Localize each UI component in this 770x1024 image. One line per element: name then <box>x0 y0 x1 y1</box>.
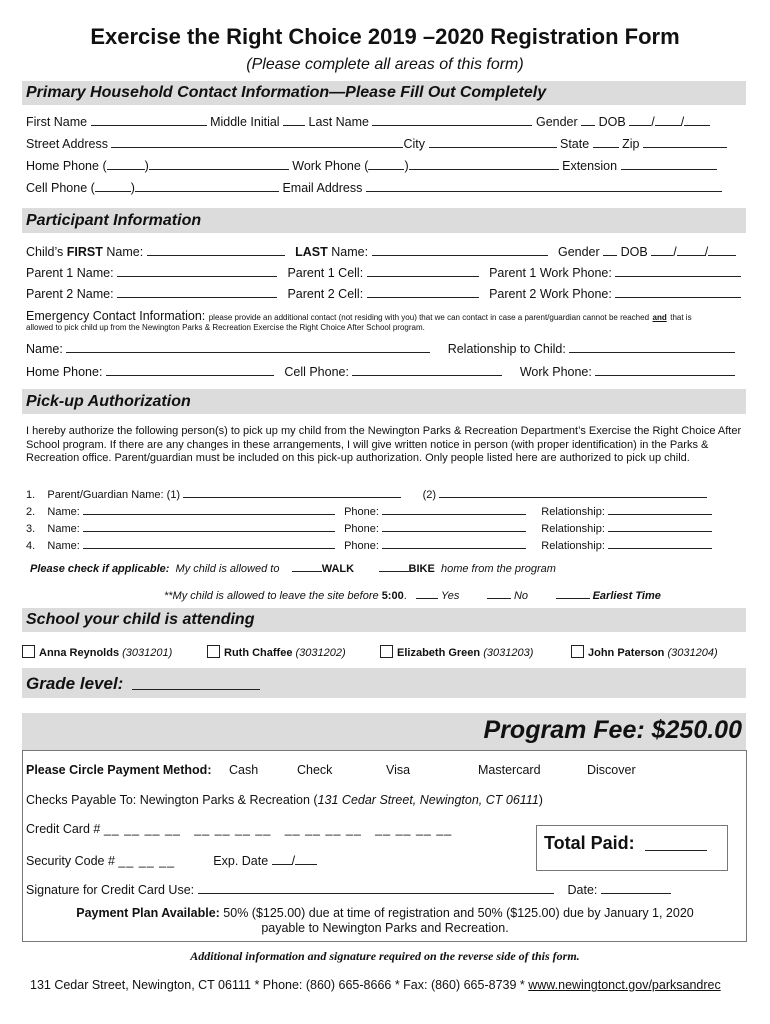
home-phone-label: Home Phone <box>26 159 99 173</box>
pickup-phone-label: Phone: <box>344 523 379 535</box>
no-label: No <box>513 590 529 602</box>
emergency-contact-intro <box>26 309 692 323</box>
signature-label: Signature for Credit Card Use: <box>26 883 195 897</box>
total-paid-field[interactable] <box>645 850 707 851</box>
school-code: (3031203) <box>483 647 534 659</box>
school-name: Anna Reynolds <box>39 647 120 659</box>
walk-bike-row <box>30 561 556 575</box>
cell-phone-area-field[interactable] <box>95 180 131 192</box>
parent2-cell-label: Parent 2 Cell: <box>287 287 364 301</box>
first-emphasis: FIRST <box>66 245 103 259</box>
pickup-row-2 <box>26 504 712 518</box>
emergency-row-1 <box>26 341 735 356</box>
child-dob-month-field[interactable] <box>651 244 673 256</box>
ec-home-phone-field[interactable] <box>106 364 274 376</box>
payment-check[interactable]: Check <box>297 763 333 777</box>
dob-month-field[interactable] <box>629 114 651 126</box>
payment-method-row <box>26 763 211 777</box>
pickup-name-field[interactable] <box>83 538 335 549</box>
parent2-work-label: Parent 2 Work Phone: <box>489 287 612 301</box>
household-row-4: Cell Phone ( ) Email Address <box>26 180 722 195</box>
zip-field[interactable] <box>643 136 727 148</box>
extension-label: Extension <box>562 159 618 173</box>
payment-discover[interactable]: Discover <box>587 763 636 777</box>
work-phone-area-field[interactable] <box>368 158 404 170</box>
security-row: Security Code # __ __ __ Exp. Date / <box>26 853 317 868</box>
emergency-note-end: that is <box>670 313 692 322</box>
fee-section-header <box>22 713 746 750</box>
payment-cash[interactable]: Cash <box>229 763 259 777</box>
school-option-elizabeth-green[interactable] <box>380 645 533 659</box>
work-phone-label: Work Phone <box>292 159 361 173</box>
pickup-phone-field[interactable] <box>382 504 526 515</box>
cell-phone-label: Cell Phone <box>26 181 88 195</box>
child-dob-label: DOB <box>620 245 648 259</box>
school-option-ruth-chaffee[interactable] <box>207 645 346 659</box>
emergency-and: and <box>652 313 667 322</box>
checkbox[interactable] <box>207 645 220 658</box>
work-phone-field[interactable] <box>409 158 559 170</box>
state-label: State <box>559 137 590 151</box>
parent1-work-label: Parent 1 Work Phone: <box>489 266 612 280</box>
credit-card-row <box>26 822 452 836</box>
dob-year-field[interactable] <box>684 114 710 126</box>
walk-label: WALK <box>321 563 355 575</box>
home-phone-field[interactable] <box>149 158 289 170</box>
date-label: Date: <box>567 883 598 897</box>
parent-guardian-label: Parent/Guardian Name: (1) <box>47 489 181 501</box>
ec-work-phone-label: Work Phone: <box>519 365 592 379</box>
checkbox[interactable] <box>380 645 393 658</box>
household-heading: Primary Household Contact Information—Please Fill Out Completely <box>26 84 547 101</box>
dob-label: DOB <box>598 115 626 129</box>
household-row-2 <box>26 136 727 151</box>
checks-payable-label: Checks Payable To: Newington Parks & Recreation <box>26 793 310 807</box>
child-last-name-field[interactable] <box>372 244 548 256</box>
pickup-name-label: Name: <box>47 523 80 535</box>
cell-phone-field[interactable] <box>135 180 279 192</box>
parent1-row <box>26 265 741 280</box>
earliest-time-label: Earliest Time <box>592 590 661 602</box>
payment-plan-line-1 <box>0 906 770 920</box>
payment-plan-label: Payment Plan Available: <box>76 906 220 920</box>
allowed-to-label: My child is allowed to <box>175 563 280 575</box>
city-field[interactable] <box>429 136 557 148</box>
ec-cell-phone-label: Cell Phone: <box>284 365 349 379</box>
pickup-name-field[interactable] <box>83 521 335 532</box>
school-section-header <box>22 608 746 632</box>
bike-field[interactable] <box>379 561 409 572</box>
payment-mastercard[interactable]: Mastercard <box>478 763 541 777</box>
child-first-name-field[interactable] <box>147 244 285 256</box>
email-label: Email Address <box>282 181 363 195</box>
last-name-label: Last Name <box>308 115 369 129</box>
childs-label: Child’s <box>26 245 64 259</box>
pickup-row-number: 1. <box>26 489 36 501</box>
pickup-relationship-field[interactable] <box>608 521 712 532</box>
state-field[interactable] <box>593 136 619 148</box>
parent-guardian-1-field[interactable] <box>183 487 401 498</box>
footer-contact-text: 131 Cedar Street, Newington, CT 06111 * Phone: (860) 665-8666 * Fax: (860) 665-8739 * <box>30 978 525 992</box>
school-name: Elizabeth Green <box>397 647 481 659</box>
ec-work-phone-field[interactable] <box>595 364 735 376</box>
yes-label: Yes <box>441 590 460 602</box>
school-code: (3031202) <box>295 647 346 659</box>
household-row-1: First Name Middle Initial Last Name Gender DOB / / <box>26 114 710 129</box>
school-name: John Paterson <box>588 647 665 659</box>
street-address-field[interactable] <box>111 136 403 148</box>
pickup-paragraph: I hereby authorize the following person(s) to pick up my child from the Newington Parks & Recreation Department’s Exercise the Right Choice After School program. If there are any changes in these arrangements, I will give written notice in person (with proper identification) in the Parks & Recreation office. Parent/guardian must be included on this pick-up authorization. Only people listed here are authorized to pick up child. <box>26 425 742 464</box>
walk-field[interactable] <box>292 561 322 572</box>
parent2-name-field[interactable] <box>117 286 277 298</box>
pickup-row-1 <box>26 487 707 501</box>
grade-field[interactable] <box>132 689 260 690</box>
participant-section-header <box>22 208 746 233</box>
child-dob-year-field[interactable] <box>708 244 736 256</box>
last-name-field[interactable] <box>372 114 532 126</box>
email-field[interactable] <box>366 180 722 192</box>
ec-relationship-label: Relationship to Child: <box>447 342 566 356</box>
parent1-work-field[interactable] <box>615 265 741 277</box>
pickup-name-label: Name: <box>47 506 80 518</box>
emergency-label: Emergency Contact Information: <box>26 309 206 323</box>
parent1-name-field[interactable] <box>117 265 277 277</box>
parent1-name-label: Parent 1 Name: <box>26 266 114 280</box>
pickup-section-header <box>22 389 746 414</box>
signature-field[interactable] <box>198 882 554 894</box>
grade-label: Grade level: <box>26 674 124 693</box>
parent-guardian-2-field[interactable] <box>439 487 707 498</box>
form-subtitle: (Please complete all areas of this form) <box>246 56 524 73</box>
check-applicable-label: Please check if applicable: <box>30 563 170 575</box>
ec-name-label: Name: <box>26 342 63 356</box>
ec-relationship-field[interactable] <box>569 341 735 353</box>
footer-contact <box>30 978 721 992</box>
participant-row-1: Child’s FIRST Name: LAST Name: Gender DOB / / <box>26 244 736 259</box>
payment-method-label: Please Circle Payment Method: <box>26 763 212 777</box>
home-phone-area-field[interactable] <box>107 158 145 170</box>
pickup-relationship-label: Relationship: <box>541 540 605 552</box>
middle-initial-field[interactable] <box>283 114 305 126</box>
emergency-note-line-2: allowed to pick child up from the Newington Parks & Recreation Exercise the Right Choice After School program. <box>26 323 425 332</box>
pickup-name-label: Name: <box>47 540 80 552</box>
exp-date-label: Exp. Date <box>213 854 269 868</box>
gender-label: Gender <box>535 115 578 129</box>
leave-before-label: **My child is allowed to leave the site before <box>164 590 379 602</box>
school-heading: School your child is attending <box>26 611 255 628</box>
school-option-anna-reynolds[interactable] <box>22 645 172 659</box>
signature-row <box>26 882 671 897</box>
child-dob-day-field[interactable] <box>677 244 705 256</box>
checks-payable-address: 131 Cedar Street, Newington, CT 06111 <box>317 793 539 807</box>
parent1-cell-field[interactable] <box>367 265 479 277</box>
checkbox[interactable] <box>571 645 584 658</box>
household-row-3: Home Phone ( ) Work Phone ( ) Extension <box>26 158 717 173</box>
home-from-label: home from the program <box>440 563 556 575</box>
pickup-relationship-label: Relationship: <box>541 506 605 518</box>
footer-url-link[interactable]: www.newingtonct.gov/parksandrec <box>528 978 721 992</box>
pickup-phone-field[interactable] <box>382 521 526 532</box>
household-section-header <box>22 81 746 105</box>
school-name: Ruth Chaffee <box>224 647 293 659</box>
pickup-relationship-field[interactable] <box>608 538 712 549</box>
security-code-field[interactable]: __ __ __ <box>118 854 176 868</box>
street-address-label: Street Address <box>26 137 108 151</box>
parent1-cell-label: Parent 1 Cell: <box>287 266 364 280</box>
bike-label: BIKE <box>408 563 435 575</box>
date-field[interactable] <box>601 882 671 894</box>
school-code: (3031204) <box>667 647 718 659</box>
pickup-heading: Pick-up Authorization <box>26 393 191 410</box>
checks-payable-row: Checks Payable To: Newington Parks & Recreation (131 Cedar Street, Newington, CT 06111) <box>26 793 543 807</box>
no-field[interactable] <box>487 588 511 599</box>
parent2-cell-field[interactable] <box>367 286 479 298</box>
pickup-row-4 <box>26 538 712 552</box>
city-label: City <box>403 137 426 151</box>
parent2-name-label: Parent 2 Name: <box>26 287 114 301</box>
school-option-john-paterson[interactable] <box>571 645 718 659</box>
total-paid-label: Total Paid: <box>544 833 635 853</box>
child-first-name-label: Name: <box>106 245 144 259</box>
extension-field[interactable] <box>621 158 717 170</box>
pickup-relationship-field[interactable] <box>608 504 712 515</box>
pickup-row-number: 4. <box>26 540 36 552</box>
payment-visa[interactable]: Visa <box>386 763 411 777</box>
ec-name-field[interactable] <box>66 341 430 353</box>
leave-time: 5:00 <box>381 590 404 602</box>
child-gender-field[interactable] <box>603 244 617 256</box>
earliest-time-field[interactable] <box>556 588 590 599</box>
pickup-row-3 <box>26 521 712 535</box>
first-name-label: First Name <box>26 115 88 129</box>
parent-guardian-2-label: (2) <box>422 489 437 501</box>
child-last-name-label: Name: <box>331 245 369 259</box>
dob-day-field[interactable] <box>655 114 681 126</box>
child-gender-label: Gender <box>557 245 600 259</box>
ec-home-phone-label: Home Phone: <box>26 365 103 379</box>
parent2-row <box>26 286 741 301</box>
credit-card-label: Credit Card # <box>26 822 101 836</box>
yes-field[interactable] <box>416 588 438 599</box>
payment-plan-line-2: payable to Newington Parks and Recreation. <box>261 921 509 935</box>
pickup-relationship-label: Relationship: <box>541 523 605 535</box>
pickup-row-number: 3. <box>26 523 36 535</box>
emergency-row-2 <box>26 364 735 379</box>
pickup-phone-label: Phone: <box>344 506 379 518</box>
emergency-note: please provide an additional contact (not residing with you) that we can contact in case a parent/guardian cannot be reached <box>208 313 650 322</box>
grade-section-header <box>22 668 746 698</box>
participant-heading: Participant Information <box>26 212 202 229</box>
pickup-row-number: 2. <box>26 506 36 518</box>
middle-initial-label: Middle Initial <box>210 115 280 129</box>
exp-year-field[interactable] <box>295 853 317 865</box>
program-fee: Program Fee: $250.00 <box>483 716 742 744</box>
pickup-phone-field[interactable] <box>382 538 526 549</box>
total-paid-box <box>536 825 728 871</box>
gender-field[interactable] <box>581 114 595 126</box>
zip-label: Zip <box>622 137 640 151</box>
school-code: (3031201) <box>122 647 173 659</box>
pickup-name-field[interactable] <box>83 504 335 515</box>
payment-plan-text: 50% ($125.00) due at time of registration and 50% ($125.00) due by January 1, 2020 <box>223 906 694 920</box>
footer-note: Additional information and signature required on the reverse side of this form. <box>190 949 580 963</box>
ec-cell-phone-field[interactable] <box>352 364 502 376</box>
credit-card-number-field[interactable]: __ __ __ __ __ __ __ __ __ __ __ __ __ __ __ __ <box>103 822 453 836</box>
form-title: Exercise the Right Choice 2019 –2020 Registration Form <box>90 24 680 49</box>
last-emphasis: LAST <box>295 245 328 259</box>
checkbox[interactable] <box>22 645 35 658</box>
pickup-phone-label: Phone: <box>344 540 379 552</box>
exp-month-field[interactable] <box>272 853 292 865</box>
leave-before-row: **My child is allowed to leave the site before 5:00. Yes No Earliest Time <box>164 590 661 602</box>
parent2-work-field[interactable] <box>615 286 741 298</box>
security-code-label: Security Code # <box>26 854 115 868</box>
first-name-field[interactable] <box>91 114 207 126</box>
